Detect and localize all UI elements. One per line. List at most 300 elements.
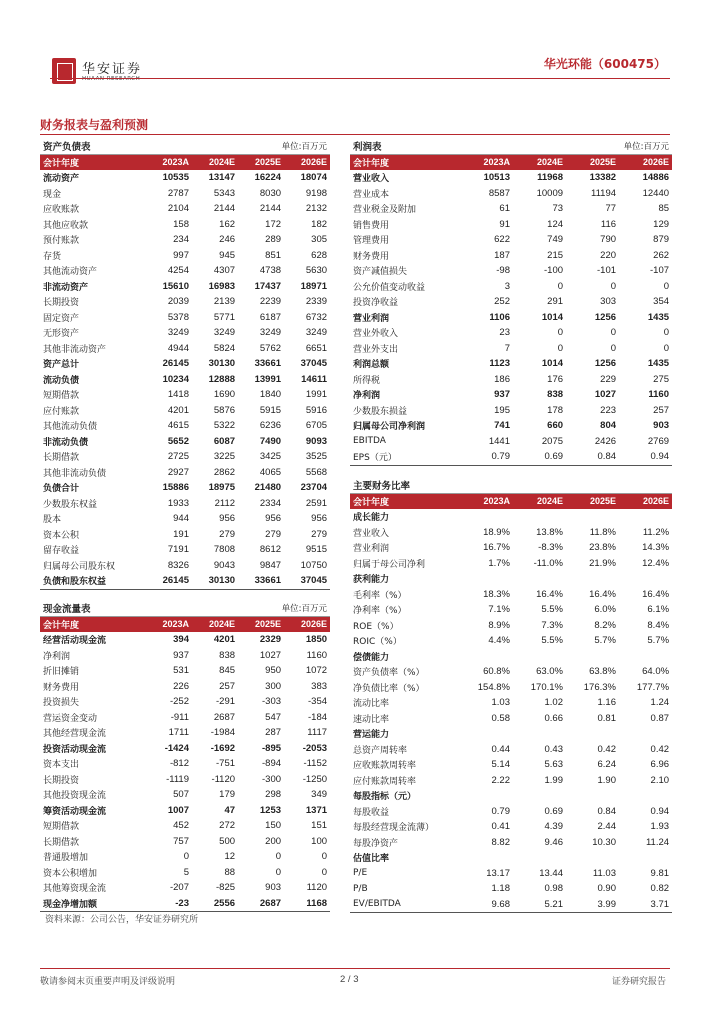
row-value: 2144 (213, 203, 236, 215)
row-value: -207 (169, 882, 189, 894)
table-row (350, 294, 672, 310)
row-value: 172 (265, 218, 282, 230)
row-label: 投资活动现金流 (43, 744, 107, 755)
row-value: 150 (265, 820, 282, 832)
row-value: 4615 (167, 420, 189, 432)
row-value: 0 (663, 327, 670, 339)
column-header: 会计年度 (350, 493, 460, 509)
row-label: ROE（%） (353, 621, 399, 632)
table-row (40, 170, 330, 186)
row-value: 1.03 (491, 697, 510, 709)
row-value: 5322 (213, 420, 236, 432)
row-value: 2.44 (597, 821, 616, 833)
row-value: 0 (275, 851, 282, 863)
row-value: 8030 (259, 187, 282, 199)
table-title: 利润表 (350, 138, 566, 154)
row-value: 11.2% (642, 526, 670, 538)
row-value: -1424 (164, 742, 189, 754)
row-value: 1991 (305, 389, 328, 401)
row-value: -812 (169, 758, 189, 770)
row-value: 1014 (541, 311, 564, 323)
row-value: -23 (146, 896, 192, 912)
row-value: 8587 (488, 187, 510, 199)
row-value: 195 (494, 404, 510, 416)
table-row (350, 866, 672, 882)
header-divider (50, 78, 670, 79)
row-value: 12.4% (642, 557, 670, 569)
row-label: 负债合计 (43, 484, 80, 495)
table-row (350, 325, 672, 341)
row-value: 18971 (300, 280, 328, 292)
table-row (350, 403, 672, 419)
row-label: 每股收益 (353, 807, 390, 818)
row-label: 折旧摊销 (43, 667, 80, 678)
unit-label: 单位:百万元 (566, 138, 672, 154)
row-value: 5771 (213, 311, 236, 323)
table-row (40, 356, 330, 372)
table-title-row (40, 138, 330, 154)
row-value: 0.87 (650, 712, 670, 724)
row-value: 10234 (162, 373, 189, 385)
row-value: 2334 (259, 497, 282, 509)
row-value: 1435 (647, 311, 670, 323)
row-label: 营业外收入 (353, 329, 399, 340)
row-value: 0 (275, 866, 282, 878)
row-label: 长期投资 (43, 298, 80, 309)
row-value (513, 850, 566, 866)
row-value: 12440 (642, 187, 670, 199)
row-value: 3225 (213, 451, 236, 463)
row-value: 9515 (305, 544, 328, 556)
row-value: 2.10 (650, 774, 670, 786)
table-row (350, 556, 672, 572)
row-value: 5762 (259, 342, 282, 354)
row-value: 628 (311, 249, 328, 261)
row-value: 1690 (213, 389, 236, 401)
row-value: 2039 (167, 296, 189, 308)
row-value: 8.9% (488, 619, 510, 631)
row-value: 298 (265, 789, 282, 801)
table-row (350, 356, 672, 372)
row-value: 354 (653, 296, 670, 308)
column-header: 2026E (619, 154, 672, 170)
financial-ratios-table (350, 477, 672, 913)
row-label: 筹资活动现金流 (43, 806, 107, 817)
row-value: 60.8% (483, 666, 510, 678)
row-value: 11.8% (589, 526, 616, 538)
row-value: 179 (219, 789, 236, 801)
row-value: 275 (653, 373, 670, 385)
row-value: 1.24 (650, 697, 670, 709)
row-value: 16224 (254, 172, 282, 184)
row-value: 191 (173, 528, 189, 540)
row-label: 其他经营现金流 (43, 729, 107, 740)
row-value: 30130 (192, 573, 238, 589)
row-value: 61 (499, 203, 510, 215)
row-value: 14886 (642, 172, 670, 184)
table-row (40, 558, 330, 574)
row-value: 12 (224, 851, 236, 863)
row-label: 营业税金及附加 (353, 205, 417, 216)
row-value: 5.7% (594, 635, 616, 647)
row-value: 129 (653, 218, 670, 230)
row-value: 23 (499, 327, 510, 339)
row-value: 5.63 (544, 759, 563, 771)
row-value: 2787 (167, 187, 189, 199)
row-value: 176.3% (583, 681, 616, 693)
row-value: 33661 (254, 358, 282, 370)
row-value: 9093 (305, 435, 328, 447)
row-value: 3249 (305, 327, 328, 339)
row-label: 净利润 (353, 391, 381, 402)
row-value: 8.4% (647, 619, 670, 631)
row-value: 7490 (259, 435, 282, 447)
row-value: 8612 (259, 544, 282, 556)
table-row (40, 787, 330, 803)
row-label: 普通股增加 (43, 853, 89, 864)
row-value: 9.81 (650, 867, 670, 879)
table-row (40, 896, 330, 912)
table-row (350, 201, 672, 217)
row-value: 11.03 (592, 867, 616, 879)
row-value: 7.1% (488, 604, 510, 616)
row-value: 5343 (213, 187, 236, 199)
table-row (40, 694, 330, 710)
row-value: 170.1% (530, 681, 563, 693)
row-value: -825 (216, 882, 236, 894)
row-value: 16.4% (642, 588, 670, 600)
row-value: -303 (262, 696, 282, 708)
row-value: 13382 (589, 172, 617, 184)
row-label: 财务费用 (353, 251, 390, 262)
table-row (40, 341, 330, 357)
column-header: 会计年度 (40, 154, 146, 170)
row-value: 291 (547, 296, 564, 308)
row-label: 其他应收款 (43, 220, 89, 231)
row-label: 净利率（%） (353, 606, 407, 617)
table-header-row (40, 616, 330, 632)
row-value: 63.8% (589, 666, 616, 678)
row-value: 1441 (488, 435, 510, 447)
table-row (350, 711, 672, 727)
row-value: 394 (173, 634, 189, 646)
row-value: 956 (219, 513, 236, 525)
row-label: 营业收入 (353, 174, 390, 185)
table-row (350, 726, 672, 742)
row-value: 300 (265, 680, 282, 692)
row-value (460, 788, 513, 804)
row-value: 956 (265, 513, 282, 525)
row-value: 229 (600, 373, 617, 385)
column-header: 2026E (619, 493, 672, 509)
row-value: 21480 (254, 482, 282, 494)
table-row (40, 294, 330, 310)
row-value: 4.4% (488, 635, 510, 647)
row-value: 0.90 (597, 883, 616, 895)
row-label: 现金净增加额 (40, 896, 146, 912)
report-type: 证券研究报告 (611, 977, 666, 987)
table-row (350, 263, 672, 279)
table-row (40, 849, 330, 865)
row-value: 838 (547, 389, 564, 401)
table-row (40, 756, 330, 772)
row-value: 2144 (259, 203, 282, 215)
row-label: P/B (353, 883, 368, 894)
row-value: 234 (173, 234, 189, 246)
row-label: 净利润 (43, 651, 71, 662)
column-header: 2026E (284, 616, 330, 632)
row-label: 每股净资产 (353, 838, 399, 849)
row-value: 6087 (213, 435, 236, 447)
row-value: -1120 (211, 773, 236, 785)
table-row (350, 449, 672, 465)
row-value: 182 (311, 218, 328, 230)
table-row (40, 772, 330, 788)
row-label: 存货 (43, 251, 62, 262)
row-value: 6.24 (597, 759, 616, 771)
row-value: 2075 (541, 435, 564, 447)
row-label: P/E (353, 868, 368, 879)
row-label: 营业外支出 (353, 344, 399, 355)
row-value: 279 (311, 528, 328, 540)
table-row (350, 372, 672, 388)
row-value: 220 (600, 249, 617, 261)
row-value: 151 (311, 820, 328, 832)
row-value: 8.2% (594, 619, 616, 631)
row-label: 营运资金变动 (43, 713, 98, 724)
row-value: 547 (265, 711, 282, 723)
table-row (350, 788, 672, 804)
row-value: 0.69 (513, 449, 566, 465)
row-value: 1.90 (597, 774, 616, 786)
table-row (40, 710, 330, 726)
row-label: 获利能力 (353, 575, 390, 586)
row-value: 5.7% (647, 635, 670, 647)
column-header: 2024E (513, 154, 566, 170)
row-value: 1371 (305, 804, 328, 816)
row-value: 0 (557, 327, 564, 339)
row-label: 其他筹资现金流 (43, 884, 107, 895)
row-value: 1933 (167, 497, 189, 509)
row-value: 3249 (259, 327, 282, 339)
row-value: 7191 (167, 544, 189, 556)
row-value: 77 (605, 203, 617, 215)
row-value: 37045 (284, 573, 330, 589)
row-value: 0 (321, 851, 328, 863)
row-value: 3 (504, 280, 510, 292)
row-label: 营业成本 (353, 189, 390, 200)
row-label: EBITDA (353, 436, 386, 447)
table-row (40, 263, 330, 279)
row-label: ROIC（%） (353, 637, 402, 648)
row-label: 资产负债率（%） (353, 668, 425, 679)
table-row (40, 741, 330, 757)
row-value: 176 (547, 373, 564, 385)
table-row (350, 680, 672, 696)
row-value: 15610 (162, 280, 189, 292)
row-value: 1120 (306, 882, 328, 894)
row-value: 1711 (168, 727, 189, 739)
row-value: 88 (224, 866, 236, 878)
row-value: 1253 (259, 804, 282, 816)
row-label: 公允价值变动收益 (353, 282, 426, 293)
row-value: 16.7% (483, 542, 510, 554)
row-label: 长期投资 (43, 775, 80, 786)
row-value: 0 (610, 342, 617, 354)
row-value (460, 509, 513, 525)
data-source-note: 资料来源：公司公告，华安证券研究所 (45, 915, 199, 925)
row-value (566, 649, 619, 665)
row-value: 452 (173, 820, 189, 832)
row-value: 4738 (259, 265, 282, 277)
row-value: 1123 (489, 358, 510, 370)
row-value: 73 (552, 203, 564, 215)
table-row (350, 757, 672, 773)
unit-label: 单位:百万元 (238, 600, 330, 616)
table-header-row (40, 154, 330, 170)
row-value: 4254 (167, 265, 189, 277)
row-value: -107 (650, 265, 670, 277)
row-value: -1119 (166, 773, 189, 785)
row-value: 223 (600, 404, 617, 416)
table-row (350, 341, 672, 357)
row-value: 100 (311, 835, 328, 847)
table-row (350, 602, 672, 618)
table-row (350, 835, 672, 851)
row-value: 3249 (167, 327, 189, 339)
row-value: 11194 (591, 187, 617, 199)
row-value: 14.3% (642, 542, 670, 554)
row-value (566, 788, 619, 804)
table-row (40, 186, 330, 202)
row-label: 资本公积增加 (43, 868, 98, 879)
table-row (350, 819, 672, 835)
row-label: 资产减值损失 (353, 267, 408, 278)
row-value (619, 571, 672, 587)
row-value: 289 (265, 234, 282, 246)
row-value (566, 509, 619, 525)
row-value: 0.42 (650, 743, 670, 755)
row-label: 固定资产 (43, 313, 80, 324)
row-value: 200 (265, 835, 282, 847)
row-value: 0 (663, 280, 670, 292)
table-row (350, 897, 672, 913)
table-row (350, 587, 672, 603)
row-value: -2053 (302, 742, 328, 754)
row-label: 非流动负债 (43, 437, 89, 448)
column-header: 2024E (192, 154, 238, 170)
column-header: 2025E (238, 616, 284, 632)
row-value: 7.3% (541, 619, 563, 631)
row-value: -100 (544, 265, 564, 277)
row-value: 64.0% (642, 666, 670, 678)
row-label: 其他流动资产 (43, 267, 98, 278)
row-value (460, 571, 513, 587)
row-value: 0 (183, 851, 189, 863)
row-value: 272 (219, 820, 236, 832)
column-header: 2024E (513, 493, 566, 509)
row-label: 投资损失 (43, 698, 80, 709)
row-label: 应收账款 (43, 205, 80, 216)
row-label: 营业利润 (353, 313, 390, 324)
row-value: 257 (219, 680, 236, 692)
table-row (40, 403, 330, 419)
table-row (40, 480, 330, 496)
table-row (40, 434, 330, 450)
row-value: 0 (610, 327, 617, 339)
row-value (619, 649, 672, 665)
row-value: 1.99 (544, 774, 563, 786)
table-row (350, 773, 672, 789)
table-row (40, 279, 330, 295)
row-value: 305 (311, 234, 328, 246)
row-value: 804 (600, 420, 617, 432)
row-label: 每股指标（元） (353, 792, 417, 803)
table-header-row (350, 493, 672, 509)
row-value: 950 (265, 665, 282, 677)
row-value: 7 (504, 342, 510, 354)
row-value: 4201 (213, 634, 236, 646)
row-value: 9043 (213, 559, 236, 571)
row-value: 0.58 (491, 712, 510, 724)
row-value: 0 (610, 280, 617, 292)
row-value: 2556 (192, 896, 238, 912)
row-label: 无形资产 (43, 329, 80, 340)
table-row (350, 881, 672, 897)
row-value: 6.0% (594, 604, 616, 616)
row-value: 5568 (305, 466, 328, 478)
row-value: 1256 (594, 358, 617, 370)
row-value: 3425 (259, 451, 282, 463)
row-value: 997 (173, 249, 189, 261)
row-value: 13.17 (486, 867, 510, 879)
row-value: 0 (321, 866, 328, 878)
row-value: -8.3% (538, 542, 563, 554)
column-header: 2023A (460, 154, 513, 170)
row-value: -98 (496, 265, 510, 277)
table-row (350, 217, 672, 233)
table-row (350, 525, 672, 541)
row-value: 500 (219, 835, 236, 847)
row-value (619, 788, 672, 804)
row-value: 0.94 (650, 805, 670, 817)
row-value: 10009 (536, 187, 564, 199)
row-value: 0.98 (544, 883, 563, 895)
row-label: 长期借款 (43, 837, 80, 848)
row-value: 6187 (259, 311, 282, 323)
row-value: 956 (311, 513, 328, 525)
row-value: 0 (663, 342, 670, 354)
row-label: 归属母公司股东权 (43, 561, 116, 572)
row-value: 279 (219, 528, 236, 540)
row-label: 应收账款周转率 (353, 761, 417, 772)
row-value: 0 (557, 280, 564, 292)
brand-name: 华安证券 (82, 62, 143, 77)
row-value: 246 (219, 234, 236, 246)
row-label: 每股经营现金流薄） (353, 823, 435, 834)
row-value: 2132 (305, 203, 328, 215)
table-row (40, 511, 330, 527)
row-value: 6732 (305, 311, 328, 323)
row-label: 短期借款 (43, 822, 80, 833)
row-value: 1072 (305, 665, 328, 677)
row-label: EV/EBITDA (350, 897, 460, 913)
row-value: 660 (547, 420, 564, 432)
row-label: 成长能力 (353, 513, 390, 524)
row-value: 9847 (259, 559, 282, 571)
row-value: -894 (262, 758, 282, 770)
row-value: 13991 (254, 373, 282, 385)
